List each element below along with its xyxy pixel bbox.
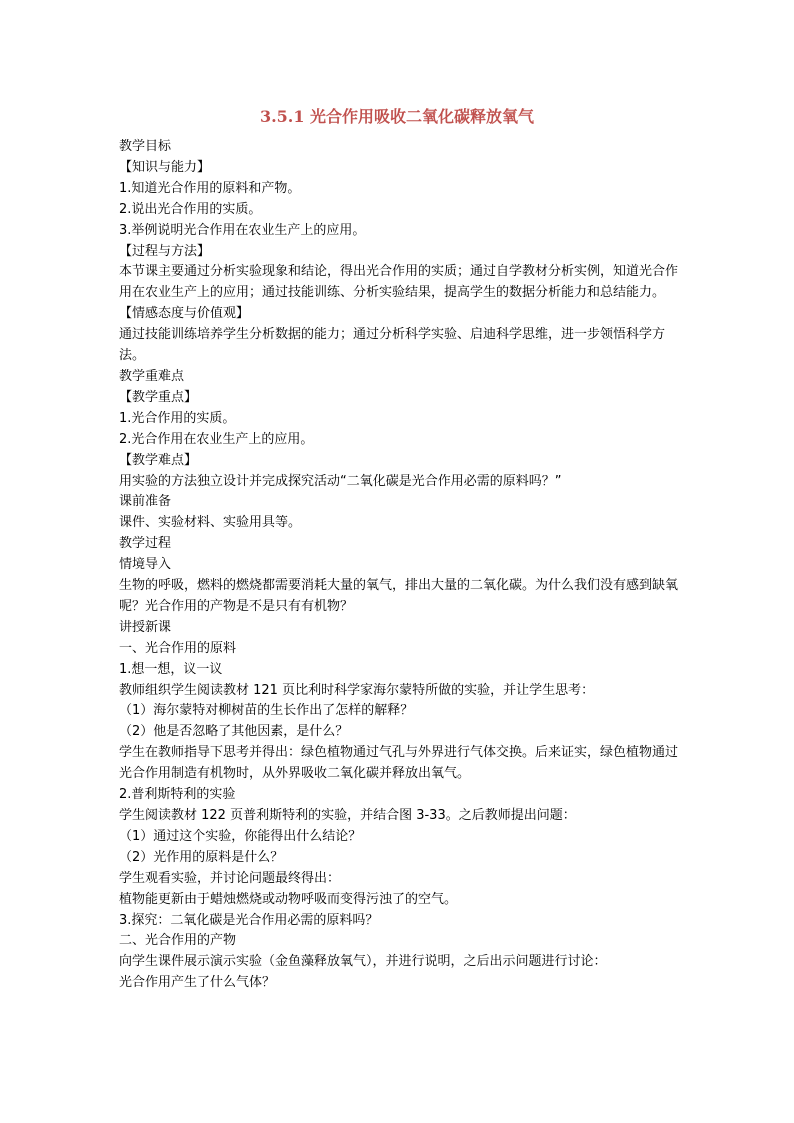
paragraph: 课件、实验材料、实验用具等。 xyxy=(119,515,302,531)
paragraph: 3.举例说明光合作用在农业生产上的应用。 xyxy=(119,222,366,238)
paragraph: 2.普利斯特利的实验 xyxy=(119,787,236,803)
paragraph: 1.想一想，议一议 xyxy=(119,661,223,677)
paragraph: 用实验的方法独立设计并完成探究活动“二氧化碳是光合作用必需的原料吗？” xyxy=(119,473,562,489)
subheading-process-method: 【过程与方法】 xyxy=(119,243,211,259)
subheading-attitude-values: 【情感态度与价值观】 xyxy=(119,306,250,322)
subheading-products: 二、光合作用的产物 xyxy=(119,933,237,949)
paragraph: 2.光合作用在农业生产上的应用。 xyxy=(119,431,314,447)
paragraph: 学生在教师指导下思考并得出：绿色植物通过气孔与外界进行气体交换。后来证实，绿色植物通过光合作用制造有机物时，从外界吸收二氧化碳并释放出氧气。 xyxy=(119,745,679,782)
paragraph: 1.知道光合作用的原料和产物。 xyxy=(119,180,301,196)
paragraph: 通过技能训练培养学生分析数据的能力；通过分析科学实验、启迪科学思维，进一步领悟科学方法。 xyxy=(119,327,666,364)
section-heading-key-difficult-points: 教学重难点 xyxy=(119,368,185,384)
section-heading-teaching-goals: 教学目标 xyxy=(119,139,172,154)
paragraph: 教师组织学生阅读教材 121 页比利时科学家海尔蒙特所做的实验，并让学生思考： xyxy=(119,682,595,698)
subheading-knowledge-ability: 【知识与能力】 xyxy=(119,159,211,175)
subheading-situation-intro: 情境导入 xyxy=(119,557,172,573)
paragraph: 光合作用产生了什么气体？ xyxy=(119,975,276,991)
paragraph: 向学生课件展示演示实验（金鱼藻释放氧气），并进行说明，之后出示问题进行讨论： xyxy=(119,954,607,970)
section-heading-preparation: 课前准备 xyxy=(119,494,172,510)
subheading-raw-materials: 一、光合作用的原料 xyxy=(119,640,237,656)
paragraph: （2）光作用的原料是什么？ xyxy=(119,849,284,865)
paragraph: 生物的呼吸，燃料的燃烧都需要消耗大量的氧气，排出大量的二氧化碳。为什么我们没有感到缺氧呢？光合作用的产物是不是只有有机物？ xyxy=(119,578,679,614)
paragraph: 学生阅读教材 122 页普利斯特利的实验，并结合图 3-33。之后教师提出问题： xyxy=(119,808,576,823)
section-heading-teaching-process: 教学过程 xyxy=(119,536,172,552)
document-body xyxy=(119,137,679,994)
paragraph: 1.光合作用的实质。 xyxy=(119,410,236,426)
subheading-key-points: 【教学重点】 xyxy=(119,389,198,405)
document-title: 3.5.1 光合作用吸收二氧化碳释放氧气 xyxy=(259,107,535,126)
subheading-new-lesson: 讲授新课 xyxy=(119,619,172,635)
subheading-difficult-points: 【教学难点】 xyxy=(119,452,198,468)
paragraph: 本节课主要通过分析实验现象和结论，得出光合作用的实质；通过自学教材分析实例，知道光合作用在农业生产上的应用；通过技能训练、分析实验结果，提高学生的数据分析能力和总结能力。 xyxy=(119,264,679,301)
paragraph: 植物能更新由于蜡烛燃烧或动物呼吸而变得污浊了的空气。 xyxy=(119,891,458,907)
paragraph: （1）海尔蒙特对柳树苗的生长作出了怎样的解释？ xyxy=(119,703,414,719)
paragraph: 学生观看实验，并讨论问题最终得出： xyxy=(119,870,341,886)
paragraph: （1）通过这个实验，你能得出什么结论？ xyxy=(119,828,362,844)
paragraph: 3.探究：二氧化碳是光合作用必需的原料吗？ xyxy=(119,912,379,928)
paragraph: （2）他是否忽略了其他因素，是什么？ xyxy=(119,724,349,740)
paragraph: 2.说出光合作用的实质。 xyxy=(119,201,262,217)
